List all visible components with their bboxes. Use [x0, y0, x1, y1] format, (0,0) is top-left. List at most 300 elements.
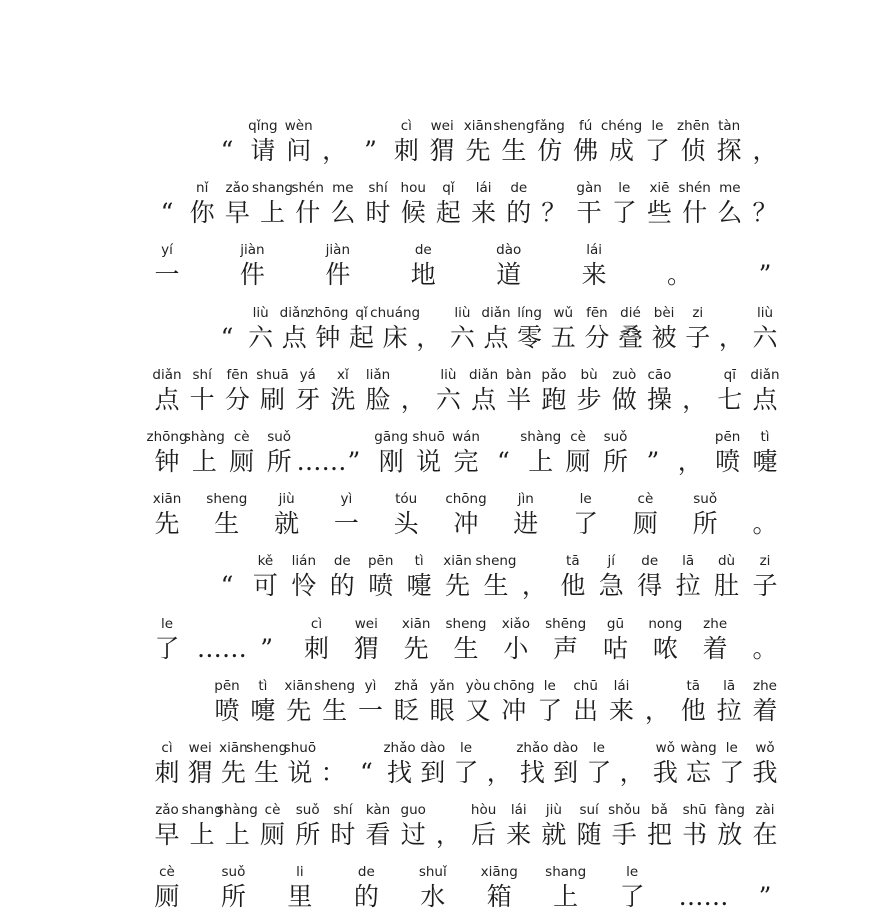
hanzi: ， — [718, 322, 744, 352]
hanzi: 叠 — [617, 322, 643, 352]
hanzi: 了 — [573, 509, 599, 539]
pinyin: diǎn — [279, 304, 309, 321]
character-with-pinyin — [745, 428, 785, 478]
hanzi: 厕 — [260, 820, 286, 850]
pinyin: shēng — [545, 615, 587, 632]
hanzi: 生 — [214, 509, 240, 539]
character-with-pinyin — [386, 490, 426, 540]
hanzi: 操 — [646, 384, 672, 414]
pinyin: fàng — [714, 802, 745, 819]
hanzi: 随 — [576, 820, 602, 850]
pinyin: le — [592, 740, 605, 756]
punctuation-mark — [660, 241, 700, 291]
pinyin: shén — [291, 180, 324, 197]
hanzi: 生 — [322, 695, 348, 725]
character-with-pinyin — [446, 490, 486, 540]
character-with-pinyin — [232, 241, 272, 291]
pinyin: zi — [692, 304, 704, 321]
pinyin: jìn — [517, 491, 534, 508]
text-line — [0, 677, 892, 727]
pinyin: wei — [188, 740, 212, 756]
pinyin: shuā — [256, 366, 289, 383]
pinyin: qī — [723, 366, 736, 383]
hanzi: 床 — [382, 322, 408, 352]
character-with-pinyin — [574, 241, 614, 291]
character-with-pinyin — [413, 863, 453, 913]
hanzi: 干 — [576, 198, 602, 228]
hanzi: 起 — [435, 198, 461, 228]
hanzi: 刷 — [260, 384, 286, 414]
hanzi: 来 — [581, 260, 607, 290]
hanzi: 六 — [435, 384, 461, 414]
hanzi: ， — [416, 322, 442, 352]
pinyin: chū — [573, 677, 598, 694]
pinyin: wǒ — [655, 740, 675, 756]
pinyin: bàn — [506, 366, 532, 383]
hanzi: 说 — [287, 758, 313, 787]
character-with-pinyin — [546, 863, 586, 913]
text-line — [0, 179, 892, 229]
pinyin: zhǎo — [516, 740, 549, 756]
pinyin: liù — [252, 304, 269, 321]
hanzi: 所 — [220, 882, 246, 912]
pinyin: kě — [257, 553, 274, 570]
hanzi: 些 — [646, 198, 672, 228]
hanzi: “ — [359, 758, 373, 787]
hanzi: “ — [496, 447, 510, 476]
pinyin: jiù — [545, 802, 562, 819]
hanzi: 么 — [330, 198, 356, 228]
hanzi: 请 — [250, 136, 276, 165]
hanzi: 点 — [154, 384, 180, 414]
hanzi: 先 — [154, 509, 180, 539]
hanzi: 他 — [560, 571, 586, 601]
pinyin: de — [357, 864, 375, 881]
pinyin: lā — [682, 553, 695, 570]
character-with-pinyin — [685, 490, 725, 540]
hanzi: 他 — [680, 695, 706, 725]
hanzi: 手 — [611, 820, 637, 850]
hanzi: …… — [296, 447, 347, 476]
hanzi: 来 — [609, 695, 635, 725]
hanzi: 放 — [717, 820, 743, 850]
hanzi: 所 — [692, 509, 718, 539]
pinyin: chéng — [600, 118, 643, 134]
pinyin: li — [296, 864, 304, 881]
hanzi: 六 — [248, 322, 274, 352]
pinyin: wàng — [680, 740, 717, 756]
hanzi: 所 — [295, 820, 321, 850]
pinyin: le — [543, 677, 556, 694]
hanzi: ， — [644, 695, 670, 725]
hanzi: ， — [682, 384, 708, 414]
character-with-pinyin — [147, 863, 187, 913]
hanzi: 的 — [506, 198, 532, 228]
pinyin: suǒ — [221, 864, 246, 881]
pinyin: nǐ — [196, 180, 209, 197]
hanzi: 一 — [357, 695, 383, 725]
pinyin: qǐng — [248, 118, 278, 134]
character-with-pinyin — [745, 366, 785, 416]
hanzi: “ — [220, 571, 234, 601]
hanzi: 可 — [252, 571, 278, 601]
hanzi: 完 — [453, 447, 479, 476]
pinyin: cè — [637, 491, 654, 508]
pinyin: zǎo — [155, 802, 179, 819]
pinyin: wán — [452, 429, 480, 445]
hanzi: 哝 — [652, 633, 678, 663]
pinyin: yì — [364, 677, 377, 694]
pinyin: diǎn — [750, 366, 780, 383]
hanzi: ， — [619, 758, 645, 787]
hanzi: 上 — [224, 820, 250, 850]
pinyin: pēn — [714, 429, 741, 445]
punctuation-mark — [745, 615, 785, 665]
pinyin: zhōng — [307, 304, 349, 321]
pinyin: shàng — [520, 429, 562, 445]
hanzi: 咕 — [602, 633, 628, 663]
pinyin — [725, 117, 805, 135]
hanzi: 了 — [644, 136, 670, 165]
hanzi: ” — [364, 136, 377, 165]
pinyin: kàn — [365, 802, 391, 819]
pinyin: lái — [586, 242, 603, 259]
pinyin: shuō — [412, 429, 445, 445]
hanzi: 找 — [387, 758, 413, 787]
pinyin: yì — [340, 491, 353, 508]
pinyin: jiù — [278, 491, 295, 508]
hanzi: 子 — [752, 571, 778, 601]
hanzi: 眨 — [393, 695, 419, 725]
pinyin: shí — [192, 366, 212, 383]
text-line — [0, 304, 892, 354]
pinyin: suǒ — [295, 802, 320, 819]
pinyin: diǎn — [481, 304, 511, 321]
pinyin: zhe — [753, 677, 777, 694]
pinyin: shang — [252, 180, 294, 197]
hanzi: 所 — [602, 447, 628, 476]
hanzi: ” — [260, 633, 274, 663]
hanzi: 点 — [752, 384, 778, 414]
hanzi: 了 — [453, 758, 479, 787]
hanzi: 五 — [550, 322, 576, 352]
hanzi: ？ — [541, 198, 567, 228]
hanzi: ” — [758, 260, 772, 290]
hanzi: 了 — [719, 758, 745, 787]
hanzi: 看 — [365, 820, 391, 850]
hanzi: 到 — [420, 758, 446, 787]
pinyin: tì — [414, 553, 424, 570]
pinyin: lā — [723, 677, 736, 694]
hanzi: 厕 — [632, 509, 658, 539]
hanzi: 猬 — [429, 136, 455, 165]
pinyin: suǒ — [603, 429, 628, 445]
pinyin: cì — [310, 615, 323, 632]
hanzi: …… — [678, 882, 729, 912]
pinyin — [725, 179, 805, 197]
hanzi: 什 — [682, 198, 708, 228]
pinyin: guo — [400, 802, 426, 819]
pinyin: sheng — [445, 615, 487, 632]
pinyin: dié — [620, 304, 641, 321]
character-with-pinyin — [489, 241, 529, 291]
character-with-pinyin — [479, 863, 519, 913]
character-with-pinyin — [147, 241, 187, 291]
hanzi: 刚 — [378, 447, 404, 476]
hanzi: 先 — [465, 136, 491, 165]
pinyin: dào — [553, 740, 579, 756]
hanzi: 我 — [652, 758, 678, 787]
pinyin: yá — [299, 366, 316, 383]
character-with-pinyin — [213, 863, 253, 913]
hanzi: 先 — [220, 758, 246, 787]
pinyin: sheng — [493, 118, 535, 134]
hanzi: 被 — [651, 322, 677, 352]
text-line — [0, 863, 892, 913]
pinyin: gū — [606, 615, 625, 632]
hanzi: 冲 — [501, 695, 527, 725]
pinyin: jiàn — [325, 242, 351, 259]
hanzi: 洗 — [330, 384, 356, 414]
text-line — [0, 801, 892, 851]
pinyin: diǎn — [469, 366, 499, 383]
hanzi: 七 — [717, 384, 743, 414]
hanzi: 出 — [573, 695, 599, 725]
hanzi: 探 — [716, 136, 742, 165]
pinyin: shū — [682, 802, 707, 819]
pinyin: pēn — [367, 553, 394, 570]
hanzi: 来 — [506, 820, 532, 850]
pinyin: de — [510, 180, 528, 197]
hanzi: 候 — [400, 198, 426, 228]
pinyin: de — [641, 553, 659, 570]
pinyin: le — [725, 740, 738, 756]
text-line — [0, 117, 892, 167]
hanzi: 急 — [598, 571, 624, 601]
pinyin: hou — [400, 180, 426, 197]
pinyin: suǒ — [267, 429, 292, 445]
hanzi: 嚏 — [752, 447, 778, 476]
hanzi: 来 — [471, 198, 497, 228]
text-line — [0, 490, 892, 540]
pinyin: dù — [717, 553, 736, 570]
hanzi: 喷 — [368, 571, 394, 601]
pinyin: lái — [475, 180, 492, 197]
hanzi: 刺 — [393, 136, 419, 165]
pinyin: shǒu — [608, 802, 641, 819]
hanzi: 道 — [496, 260, 522, 290]
hanzi: 拉 — [716, 695, 742, 725]
hanzi: 怜 — [291, 571, 317, 601]
text-line — [0, 428, 892, 478]
punctuation-mark — [745, 241, 785, 291]
hanzi: 佛 — [573, 136, 599, 165]
hanzi: 着 — [702, 633, 728, 663]
pinyin: shàng — [216, 802, 258, 819]
hanzi: 就 — [541, 820, 567, 850]
hanzi: 钟 — [154, 447, 180, 476]
pinyin: xiān — [284, 677, 313, 694]
hanzi: ” — [646, 447, 660, 476]
character-with-pinyin — [326, 490, 366, 540]
hanzi: 拉 — [675, 571, 701, 601]
pinyin: pǎo — [541, 366, 567, 383]
character-with-pinyin — [745, 304, 785, 354]
hanzi: “ — [220, 322, 234, 352]
pinyin: qǐ — [442, 180, 455, 197]
character-with-pinyin — [506, 490, 546, 540]
pinyin: zi — [759, 553, 771, 570]
pinyin: cè — [159, 864, 175, 881]
pinyin: de — [333, 553, 351, 570]
hanzi: 声 — [553, 633, 579, 663]
hanzi: 生 — [501, 136, 527, 165]
pinyin: le — [651, 118, 664, 134]
character-with-pinyin — [745, 739, 785, 789]
hanzi: 把 — [646, 820, 672, 850]
character-with-pinyin — [745, 801, 785, 851]
hanzi: 你 — [189, 198, 215, 228]
hanzi: 过 — [400, 820, 426, 850]
pinyin: wǔ — [553, 304, 574, 321]
pinyin: yǎn — [429, 677, 455, 694]
pinyin: le — [459, 740, 473, 756]
character-with-pinyin — [745, 677, 785, 727]
hanzi: 了 — [611, 198, 637, 228]
pinyin: tì — [760, 429, 770, 445]
text-line — [0, 739, 892, 789]
hanzi: 仿 — [537, 136, 563, 165]
hanzi: 小 — [503, 633, 529, 663]
hanzi: 在 — [752, 820, 778, 850]
hanzi: ， — [435, 820, 461, 850]
pinyin: gāng — [374, 429, 409, 445]
pinyin: wei — [354, 615, 378, 632]
pinyin: xiāng — [480, 864, 518, 881]
pinyin: shén — [678, 180, 711, 197]
hanzi: 早 — [154, 820, 180, 850]
hanzi: 上 — [191, 447, 217, 476]
pinyin: pēn — [214, 677, 240, 694]
pinyin: cì — [400, 118, 412, 134]
pinyin: zhǎo — [383, 740, 416, 756]
pinyin: fǎng — [534, 118, 565, 134]
pinyin: lái — [613, 677, 630, 694]
hanzi: 时 — [330, 820, 356, 850]
hanzi: ， — [486, 758, 512, 787]
pinyin: xiān — [443, 553, 472, 570]
pinyin: cè — [264, 802, 281, 819]
hanzi: 冲 — [453, 509, 479, 539]
hanzi: 分 — [224, 384, 250, 414]
pinyin: zài — [755, 802, 775, 819]
pinyin: cè — [570, 429, 586, 445]
pinyin: xiān — [219, 740, 248, 756]
pinyin — [725, 241, 805, 259]
pinyin: suí — [579, 802, 599, 819]
hanzi: 水 — [420, 882, 446, 912]
hanzi: 生 — [254, 758, 280, 787]
hanzi: 六 — [449, 322, 475, 352]
hanzi: ： — [320, 758, 346, 787]
pinyin: zhōng — [146, 429, 188, 445]
hanzi: 了 — [619, 882, 645, 912]
pinyin: me — [332, 180, 354, 197]
hanzi: 做 — [611, 384, 637, 414]
hanzi: 头 — [393, 509, 419, 539]
hanzi: 成 — [609, 136, 635, 165]
text-line — [0, 366, 892, 416]
hanzi: ， — [322, 136, 348, 165]
pinyin: le — [160, 615, 174, 632]
pinyin: yí — [161, 242, 173, 259]
pinyin — [725, 490, 805, 508]
pinyin: cì — [161, 740, 173, 756]
hanzi: 的 — [353, 882, 379, 912]
hanzi: 分 — [584, 322, 610, 352]
pinyin: le — [618, 180, 631, 197]
hanzi: 肚 — [714, 571, 740, 601]
hanzi: 喷 — [214, 695, 240, 725]
pinyin: chōng — [445, 491, 487, 508]
pinyin: jí — [607, 553, 616, 570]
hanzi: “ — [160, 198, 174, 228]
pinyin: shuō — [283, 740, 317, 756]
pinyin: hòu — [470, 802, 497, 819]
hanzi: 嚏 — [250, 695, 276, 725]
hanzi: ” — [347, 447, 361, 476]
hanzi: 。 — [752, 509, 778, 539]
pinyin: liù — [756, 304, 774, 321]
pinyin: xiān — [463, 118, 493, 134]
pinyin: yòu — [465, 677, 491, 694]
hanzi: 的 — [329, 571, 355, 601]
pinyin: shang — [545, 864, 587, 881]
hanzi: 侦 — [680, 136, 706, 165]
punctuation-mark — [745, 117, 785, 167]
hanzi: 厕 — [565, 447, 591, 476]
hanzi: 猬 — [187, 758, 213, 787]
text-line — [0, 241, 892, 291]
hanzi: 牙 — [295, 384, 321, 414]
pinyin — [725, 615, 805, 633]
pinyin: gàn — [576, 180, 602, 197]
pinyin — [725, 863, 805, 881]
pinyin: jiàn — [240, 242, 265, 259]
pinyin: wei — [430, 118, 454, 134]
character-with-pinyin — [346, 863, 386, 913]
pinyin: sheng — [314, 677, 356, 694]
character-with-pinyin — [745, 552, 785, 602]
pinyin: qǐ — [355, 304, 368, 321]
pinyin: líng — [517, 304, 542, 321]
hanzi: 进 — [513, 509, 539, 539]
hanzi: 早 — [224, 198, 250, 228]
pinyin: zhǎ — [394, 677, 419, 694]
hanzi: 件 — [239, 260, 265, 290]
pinyin: tā — [566, 553, 580, 570]
hanzi: 起 — [348, 322, 374, 352]
pinyin: liù — [440, 366, 457, 383]
pinyin: xiē — [649, 180, 670, 197]
hanzi: 找 — [519, 758, 545, 787]
hanzi: 上 — [528, 447, 554, 476]
hanzi: 得 — [637, 571, 663, 601]
hanzi: 喷 — [715, 447, 741, 476]
hanzi: 了 — [586, 758, 612, 787]
hanzi: 先 — [286, 695, 312, 725]
hanzi: 后 — [471, 820, 497, 850]
